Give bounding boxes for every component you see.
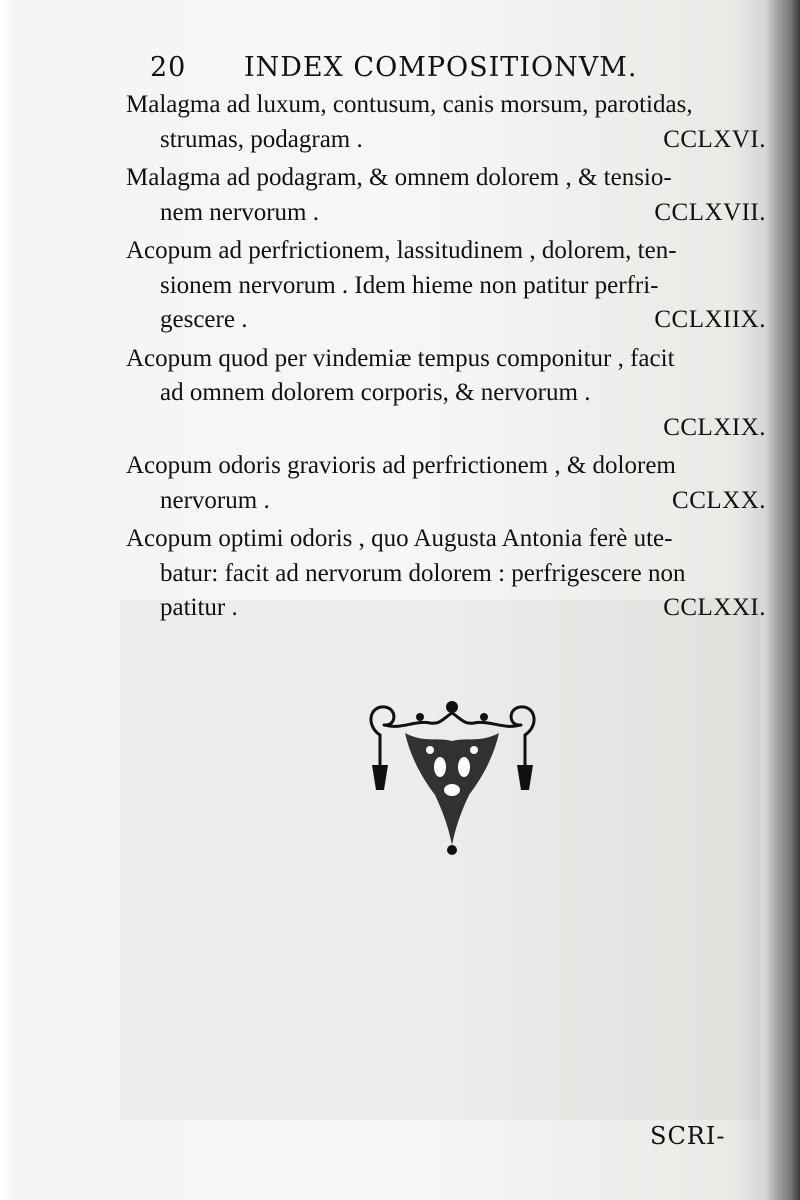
entry-text: nervorum .: [160, 486, 270, 514]
bleed-through-area: [120, 600, 760, 1120]
index-entry-269: [126, 342, 766, 446]
entry-text: patitur .: [160, 594, 238, 621]
page-title: INDEX COMPOSITIONVM.: [243, 52, 638, 83]
entry-number: CCLXVII.: [654, 198, 766, 226]
entry-number: CCLXXI.: [663, 594, 766, 621]
entry-text: Acopum quod per vindemiæ tempus componitur , facit: [126, 344, 675, 372]
entry-number: CCLXIIX.: [654, 306, 766, 333]
running-header: [150, 52, 750, 92]
entry-number: CCLXX.: [672, 486, 766, 514]
entry-text: strumas, podagram .: [160, 125, 363, 153]
entry-text: Acopum ad perfrictionem, lassitudinem , dolorem, ten-: [126, 237, 677, 264]
index-entry-271: [126, 522, 766, 626]
page-number: 20: [150, 52, 187, 83]
index-entries: [126, 88, 766, 630]
entry-text: ad omnem dolorem corporis, & nervorum .: [160, 379, 591, 406]
index-entry-268: [126, 234, 766, 338]
page-edge-right: [766, 0, 800, 1200]
entry-text: batur: facit ad nervorum dolorem : perfrigescere non: [160, 559, 686, 587]
entry-text: sionem nervorum . Idem hieme non patitur perfri-: [160, 271, 659, 299]
entry-number: CCLXIX.: [663, 413, 766, 441]
printer-ornament-icon: [360, 695, 545, 860]
entry-text: gescere .: [160, 306, 248, 333]
index-entry-267: [126, 161, 766, 230]
entry-text: Malagma ad podagram, & omnem dolorem , & tensio-: [126, 164, 672, 191]
entry-text: Malagma ad luxum, contusum, canis morsum, parotidas,: [126, 91, 693, 118]
page-edge-left: [0, 0, 22, 1200]
entry-number: CCLXVI.: [663, 125, 766, 153]
entry-text: Acopum optimi odoris , quo Augusta Antonia ferè ute-: [126, 525, 673, 552]
catchword: SCRI-: [650, 1122, 726, 1150]
entry-text: Acopum odoris gravioris ad perfrictionem , & dolorem: [126, 452, 676, 479]
index-entry-266: [126, 88, 766, 157]
entry-text: nem nervorum .: [160, 198, 319, 226]
index-entry-270: [126, 449, 766, 518]
